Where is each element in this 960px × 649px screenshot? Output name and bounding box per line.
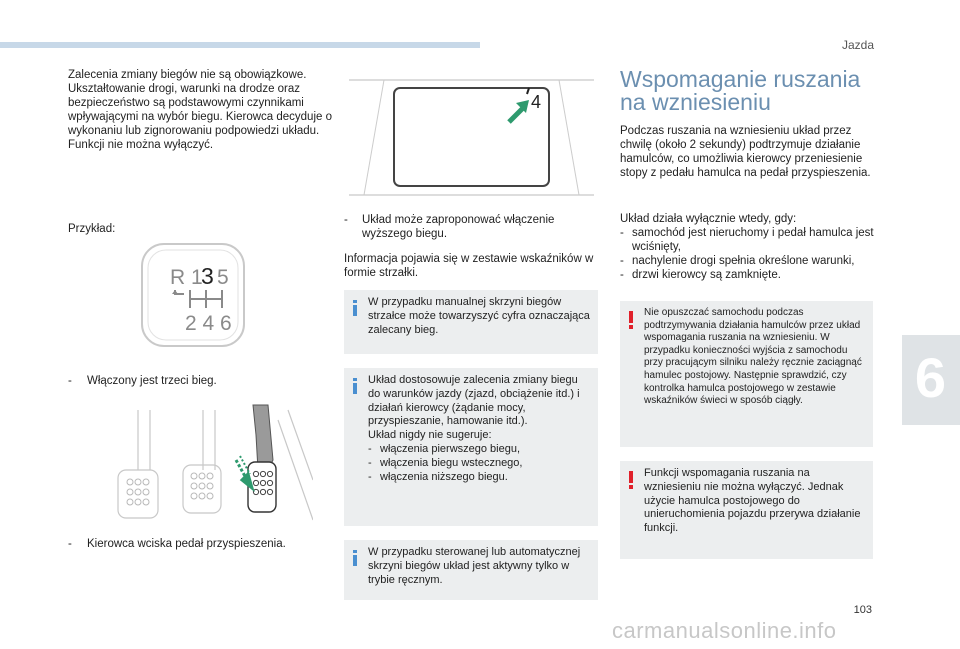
info-note-adapt-text [368, 374, 592, 484]
arrow-info-text: Informacja pojawia się w zestawie wskaźników w formie strzałki. [344, 253, 594, 279]
pedals-illustration [68, 400, 313, 525]
watermark: carmanualsonline.info [612, 618, 837, 643]
gear-label-current: 3 [201, 263, 214, 289]
warning-note-cannot-disable-text: Funkcji wspomagania ruszania na wzniesieniu nie można wyłączyć. Jednak użycie hamulca postojowego do unieruchomienia pojazdu przerywa działanie funkcji. [644, 467, 861, 535]
gear-label-top: R 1 [170, 266, 203, 289]
info-icon [352, 550, 358, 566]
instrument-cluster-illustration [344, 70, 599, 205]
info-icon [352, 300, 358, 316]
adapt-paragraph: Układ dostosowuje zalecenia zmiany biegu do warunków jazdy (zjazd, obciążenie itd.) i działań kierowcy (żądanie mocy, przyspieszanie, hamowanie itd.). [368, 374, 580, 428]
page-number: 103 [853, 604, 872, 616]
intro-paragraph: Zalecenia zmiany biegów nie są obowiązkowe. Ukształtowanie drogi, warunki na drodze oraz bezpieczeństwo są podstawowymi czynnikami wpływającymi na wybór biegu. Kierowca decyduje o wykonaniu lub zignorowaniu podpowiedzi układu. [68, 69, 332, 137]
chapter-number: 6 [914, 346, 946, 409]
info-icon [352, 378, 358, 394]
list-item: - włączenia niższego biegu. [368, 471, 592, 485]
warning-note-leave-car [620, 301, 873, 447]
pedal-caption: Kierowca wciska pedał przyspieszenia. [87, 538, 286, 550]
dash-higher-gear: - [344, 214, 348, 226]
gear-label-top-right: 5 [217, 266, 229, 289]
list-item: - włączenia biegu wstecznego, [368, 457, 592, 471]
gear-knob-illustration [138, 240, 248, 350]
info-note-automatic [344, 540, 598, 600]
never-suggests-label: Układ nigdy nie sugeruje: [368, 429, 492, 442]
intro-text [68, 68, 333, 152]
hill-assist-description: Podczas ruszania na wzniesieniu układ przez chwilę (około 2 sekundy) podtrzymuje działanie hamulców, co umożliwia kierowcy przeniesienie stopy z pedału hamulca na pedał przyspieszenia. [620, 125, 871, 179]
list-item: - włączenia pierwszego biegu, [368, 443, 592, 457]
example-label: Przykład: [68, 223, 116, 235]
conditions-list [620, 226, 880, 282]
info-note-adapt [344, 368, 598, 526]
dash-pedal: - [68, 538, 72, 550]
warning-icon [628, 471, 634, 489]
dashboard-gear-digit: 4 [531, 92, 542, 112]
info-note-manual [344, 290, 598, 354]
warning-note-leave-car-text: Nie opuszczać samochodu podczas podtrzymywania działania hamulców przez układ wspomagania ruszania na wzniesieniu. W przypadku konieczności wyjścia z samochodu przy pracującym silniku należy ręcznie zaciągnąć hamulec postojowy. Następnie sprawdzić, czy kontrolka hamulca postojowego w zestawie wskaźników świeci w sposób ciągły. [644, 307, 862, 407]
intro-no-disable: Funkcji nie można wyłączyć. [68, 139, 214, 151]
dash-gear: - [68, 375, 72, 387]
info-note-manual-text: W przypadku manualnej skrzyni biegów strzałce może towarzyszyć cyfra oznaczająca zalecany bieg. [368, 296, 590, 336]
never-suggests-list [368, 443, 592, 484]
list-item: - samochód jest nieruchomy i pedał hamulca jest wciśnięty, [620, 226, 880, 254]
info-note-automatic-text: W przypadku sterowanej lub automatycznej skrzyni biegów układ jest aktywny tylko w trybie ręcznym. [368, 546, 581, 586]
section-name: Jazda [841, 38, 874, 52]
warning-icon [628, 311, 634, 329]
conditions-intro: Układ działa wyłącznie wtedy, gdy: [620, 213, 797, 225]
list-item: - nachylenie drogi spełnia określone warunki, [620, 254, 880, 268]
gear-label-bottom: 2 4 6 [185, 312, 232, 335]
conditions-block [620, 212, 880, 282]
list-item: - drzwi kierowcy są zamknięte. [620, 268, 880, 282]
gear-caption: Włączony jest trzeci bieg. [87, 375, 217, 387]
section-title: Wspomaganie ruszania na wzniesieniu [620, 66, 861, 115]
header-bar [0, 42, 480, 48]
warning-note-cannot-disable [620, 461, 873, 559]
higher-gear-bullet: Układ może zaproponować włączenie wyższego biegu. [362, 214, 555, 240]
